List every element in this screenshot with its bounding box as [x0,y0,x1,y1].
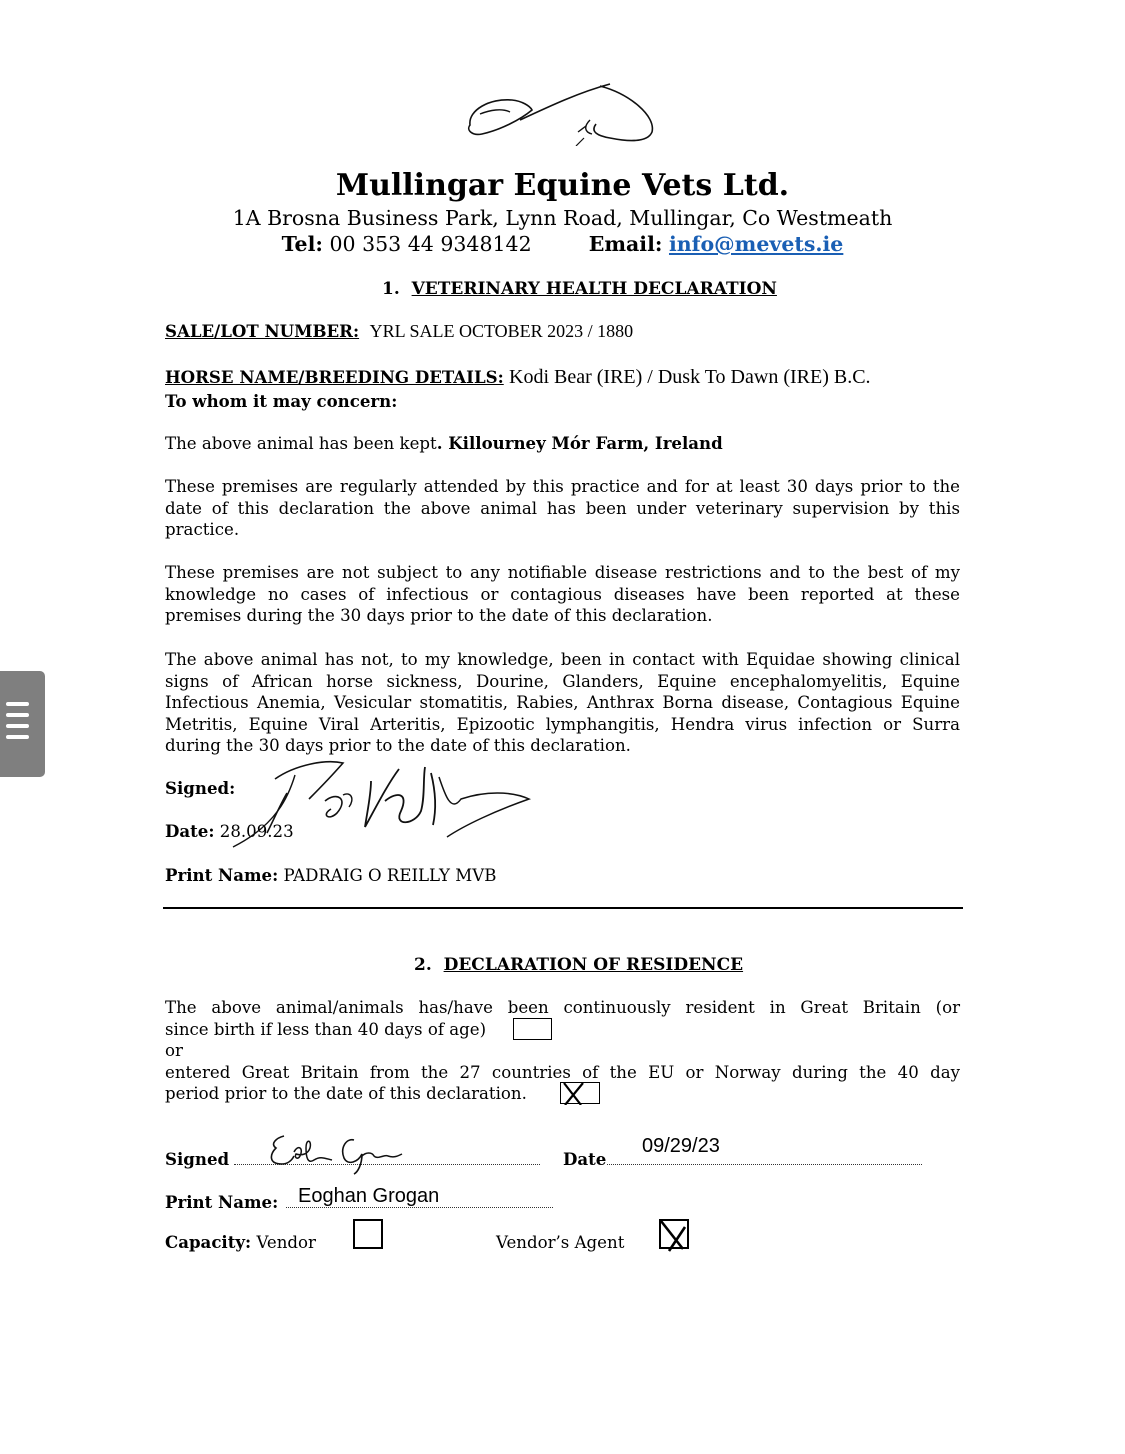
print-label-1: Print Name: [165,865,279,885]
paragraph-restrictions: These premises are not subject to any notifiable disease restrictions and to the best of my knowledge no cases of infectious or contagious diseases have been reported at these premises during the 30 days prior to the date of this declaration. [165,563,960,626]
section2-title: DECLARATION OF RESIDENCE [443,955,744,975]
residence-line-2: since birth if less than 40 days of age) [165,1020,487,1039]
side-menu-handle[interactable] [0,671,45,777]
date-label-2: Date [563,1149,607,1169]
date-value-1: 28.09.23 [219,822,294,841]
company-address: 1A Brosna Business Park, Lynn Road, Mullingar, Co Westmeath [232,206,893,230]
section1-title: VETERINARY HEALTH DECLARATION [411,279,777,299]
tel-label: Tel: [281,232,323,256]
residence-or: or [165,1041,183,1060]
vet-signature [225,755,535,850]
check-x-icon [561,1081,599,1105]
residence-line-1: The above animal/animals has/have been continuously resident in Great Britain (or [165,998,960,1017]
print-value-2[interactable]: Eoghan Grogan [298,1185,440,1207]
salutation: To whom it may concern: [165,391,398,411]
company-contact [0,232,1125,256]
date-value-2[interactable]: 09/29/23 [642,1135,720,1157]
menu-line [6,724,29,728]
agent-checkbox[interactable] [659,1219,689,1249]
section2-number: 2. [414,955,432,975]
residence-line-4: period prior to the date of this declaration. [165,1084,527,1103]
horse-label: HORSE NAME/BREEDING DETAILS: [165,367,504,387]
capacity-label: Capacity: [165,1232,252,1252]
kept-row [165,433,723,455]
menu-line [6,702,29,706]
section1-number: 1. [382,279,400,299]
entered-checkbox[interactable] [560,1082,600,1104]
print-name-row-1 [165,865,496,887]
print-label-2: Print Name: [165,1192,279,1212]
paragraph-contact: The above animal has not, to my knowledge, been in contact with Equidae showing clinical signs of African horse sickness, Dourine, Glanders, Equine encephalomyelitis, Equine Infectious Anemia, Vesicular stomatitis, Rabies, Anthrax Borna disease, Contagious Equine Metritis, Equine Viral Arteritis, Epizootic lymphangitis, Hendra virus infection or Surra during the 30 days prior to the date of this declaration. [165,650,960,756]
signed-label-1: Signed: [165,778,236,798]
capacity-row [165,1232,316,1254]
menu-line [6,713,29,717]
company-name: Mullingar Equine Vets Ltd. [335,168,790,203]
kept-place: . Killourney Mór Farm, Ireland [436,433,723,453]
signed-label-2: Signed [165,1149,230,1169]
horse-value: Kodi Bear (IRE) / Dusk To Dawn (IRE) B.C. [509,366,871,388]
section1-heading [382,279,777,299]
agent-label: Vendor’s Agent [496,1233,625,1252]
section2-heading [414,955,743,975]
paragraph-supervision: These premises are regularly attended by this practice and for at least 30 days prior to the date of this declaration the above animal has been under veterinary supervision by this practice. [165,477,960,540]
horse-details-row [165,367,871,389]
lot-value: YRL SALE OCTOBER 2023 / 1880 [369,321,634,341]
horse-logo-icon [460,80,660,146]
tel-value: 00 353 44 9348142 [329,232,532,256]
resident-checkbox[interactable] [513,1018,552,1040]
lot-number-row [165,321,633,343]
date-label-1: Date: [165,821,215,841]
vendor-signature [258,1130,408,1175]
vendor-label: Vendor [256,1233,316,1252]
vendor-checkbox[interactable] [353,1219,383,1249]
section-divider [163,907,963,909]
print-value-1: PADRAIG O REILLY MVB [283,866,497,885]
kept-text: The above animal has been kept [165,434,437,453]
residence-line-3: entered Great Britain from the 27 countries of the EU or Norway during the 40 day [165,1063,960,1082]
email-link[interactable]: info@mevets.ie [668,232,844,256]
check-x-icon [659,1219,689,1253]
email-label: Email: [588,232,663,256]
menu-line [6,735,29,739]
lot-label: SALE/LOT NUMBER: [165,321,360,341]
